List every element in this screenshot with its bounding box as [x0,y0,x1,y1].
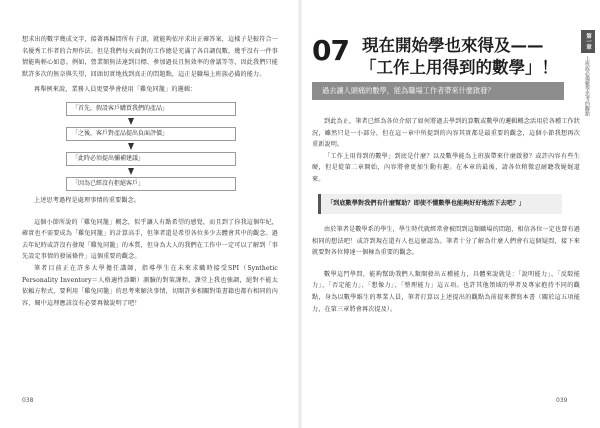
down-arrow-icon [128,168,134,175]
page-number-right: 039 [556,397,568,404]
flow-step-3: 「此時必須提出彌補建議」 [66,152,236,166]
right-paragraph-3: 由於筆者是數學系的學生，學生時代就經常會被問到這類職場的問題，相信各位一定也曾有過相同的想法吧！或許到現在還有人也這麼認為。筆者十分了解為什麼人們會有這個疑問，接下來就要對各位傳達一個極為重要的觀念。 [312,226,580,257]
book-gutter [298,0,302,428]
flow-step-1: 「首先，假設客戶購買我們的產品」 [66,102,236,116]
chapter-number: 07 [312,34,349,67]
chapter-subtitle: 過去讓人頭痛的數學，能為職場工作者帶來什麼啟發？ [312,82,564,100]
page-number-left: 038 [22,397,34,404]
flow-step-4: 「因為已經沒有拒絕客戶」 [66,177,236,191]
left-paragraph-3: 上述思考過程是處理事情的重要觀念。 [34,196,141,204]
side-tab-chapter-label: 第一章 [581,30,595,53]
right-paragraph-1: 到此為止，筆者已經為各位介紹了如何將過去學到的算數或數學的邏輯概念活用於各種工作狀況，雖然只是一小部分，但在這一章中所提到的內容其實都是最重要的觀念，這個小節我想再次重新說明。 [312,118,580,149]
left-paragraph-2: 再舉例來說，業務人員更要學會使用「雞兔同籠」的邏輯： [34,86,197,94]
chapter-title-line-1: 現在開始學也來得及—— [362,36,544,55]
chapter-side-tab [581,30,595,130]
right-paragraph-4: 數學這門學問，能夠幫助我們人類開發出五種能力，具體來說就是：「說明能力」、「反駁能力」、「否定能力」、「想像力」、「整理能力」這五項。也許其他領域的學者及專家抱持不同的觀點，身為以數學維生的專業人員，筆者打算以上述提出的觀點為前提來撰寫本書（關於這五項能力，在第三章將會再次提及）。 [312,270,580,313]
chapter-title-block [312,30,580,106]
chapter-title-line-2: 「工作上用得到的數學」！ [360,58,558,77]
left-paragraph-5: 筆者目前正在許多大學擔任講師，指導學生在未來求職時接受SPI（Synthetic Personality Inventory＝人格適性診斷）測驗的對策課程，課堂上我也強調，絕對不能太依賴方程式，要利用「雞兔同籠」的思考來解決事情，切開許多相關對策書籍也都有相同的內容，閱中這理應該沒有必要再做說明了吧！ [22,264,278,307]
right-page [312,30,580,315]
left-paragraph-4: 這個小節所說的「雞兔同籠」概念，似乎讓人有點希望的感覺，而且到了你我這個年紀，確實也不需要成為「雞兔同籠」的計算高手，但筆者還是希望各位多少去體會其中的觀念。過去年紀時或許沒有發現「雞兔同籠」的本質，但身為大人的我們在工作中一定可以了解到「事先設定事情的發展條件」這個重要的觀念。 [22,218,278,261]
flow-step-2: 「之後，客戶對產品提出負面評價」 [66,127,236,141]
left-paragraph-1: 想求出的數字幾成文字，接著再歸問所有子滾，就能夠依序求出正確答案，這樣子是較符合一名優秀工作者的合理作法。但是我們每天面對的工作總是充滿了各自調侃數，幾乎沒有一件事情能夠輕心如意。例如，營業額無法達到目標、參加過長且無效率的會議等等，因此我們只能默許多次的無奈與失望，回頭切實地找到真正的問題點，這正是職場上班族必備的能力。 [22,36,278,78]
down-arrow-icon [128,118,134,125]
highlight-quote: 「到底數學對我們有什麼幫助？即使不懂數學也能夠好好地活下去吧？」 [318,194,562,215]
down-arrow-icon [128,143,134,150]
side-tab-running-title: 上班族必備數學思考的觀點 [584,55,590,116]
left-page [22,34,278,309]
right-paragraph-2: 「工作上用得到的數學」到底是什麼？以及數學能為上班族帶來什麼啟發？或許內容有些生硬，但是從第二章開始，內容將會更加生動有趣。在本章的最後，請各位稍微忍耐聽我娓娓道來。 [312,152,580,183]
logic-flow-diagram [66,102,236,191]
